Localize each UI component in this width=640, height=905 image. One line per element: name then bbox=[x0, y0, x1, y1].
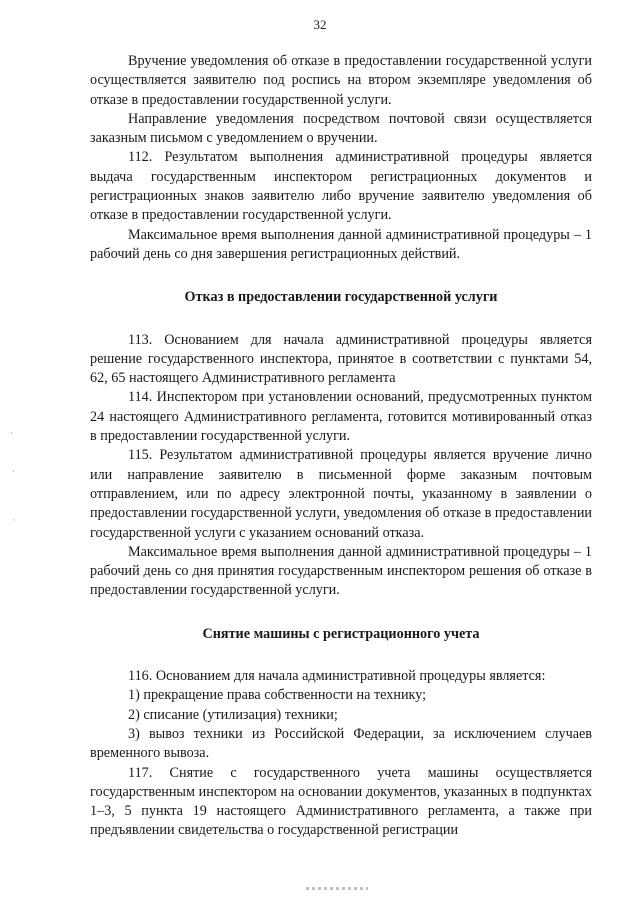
section-heading-deregistration: Снятие машины с регистрационного учета bbox=[202, 625, 480, 642]
paragraph-116-basis: 116. Основанием для начала административной процедуры является: bbox=[128, 668, 546, 685]
paragraph-max-time-refusal: Максимальное время выполнения данной административной процедуры – 1 рабочий день со дня принятия государственным инспектором решения об отказе в предоставлении государственной услуги. bbox=[90, 543, 592, 599]
paragraph-115-result: 115. Результатом административной процедуры является вручение лично или направление заявителю в письменной форме заказным почтовым отправлением, или по адресу электронной почты, указанному в заявлении о предоставлении государственной услуги, уведомления об отказе в предоставлении государственной услуги с указанием оснований отказа. bbox=[90, 447, 592, 541]
spacer bbox=[90, 308, 592, 331]
spacer bbox=[90, 601, 592, 625]
spacer bbox=[90, 644, 592, 667]
document-body bbox=[90, 52, 592, 841]
paragraph-113-basis: 113. Основанием для начала административной процедуры является решение государственного инспектора, принятое в соответствии с пунктами 54, 62, 65 настоящего Административного регламента bbox=[90, 331, 592, 387]
scan-margin-mark: · bbox=[10, 428, 13, 438]
scan-margin-mark: · bbox=[12, 515, 15, 525]
list-item-write-off: 2) списание (утилизация) техники; bbox=[128, 706, 338, 723]
paragraph-delivery-of-refusal-notice: Вручение уведомления об отказе в предоставлении государственной услуги осуществляется заявителю под роспись на втором экземпляре уведомления об отказе в предоставлении государственной услуги. bbox=[90, 53, 592, 108]
list-item-ownership-termination: 1) прекращение права собственности на технику; bbox=[128, 687, 427, 704]
section-heading-refusal: Отказ в предоставлении государственной услуги bbox=[184, 289, 498, 306]
paragraph-117-deregistration: 117. Снятие с государственного учета машины осуществляется государственным инспектором на основании документов, указанных в подпунктах 1–3, 5 пункта 19 настоящего Административного регламента, а также при предъявлении свидетельства о государственной регистрации bbox=[90, 764, 592, 839]
scan-margin-mark: · bbox=[12, 466, 15, 476]
paragraph-postal-delivery: Направление уведомления посредством почтовой связи осуществляется заказным письмом с уведомлением о вручении. bbox=[90, 110, 592, 147]
spacer bbox=[90, 264, 592, 288]
scan-artifact bbox=[306, 887, 368, 890]
paragraph-114-inspector: 114. Инспектором при установлении оснований, предусмотренных пунктом 24 настоящего Административного регламента, готовится мотивированный отказ в предоставлении государственной услуги. bbox=[90, 389, 592, 445]
page-number: 32 bbox=[313, 17, 327, 32]
paragraph-112-result: 112. Результатом выполнения административной процедуры является выдача государственным инспектором регистрационных документов и регистрационных знаков заявителю либо вручение заявителю уведомления об отказе в предоставлении государственной услуги. bbox=[90, 149, 592, 224]
paragraph-max-time-registration: Максимальное время выполнения данной административной процедуры – 1 рабочий день со дня завершения регистрационных действий. bbox=[90, 226, 592, 262]
list-item-export: 3) вывоз техники из Российской Федерации, за исключением случаев временного вывоза. bbox=[90, 725, 592, 762]
